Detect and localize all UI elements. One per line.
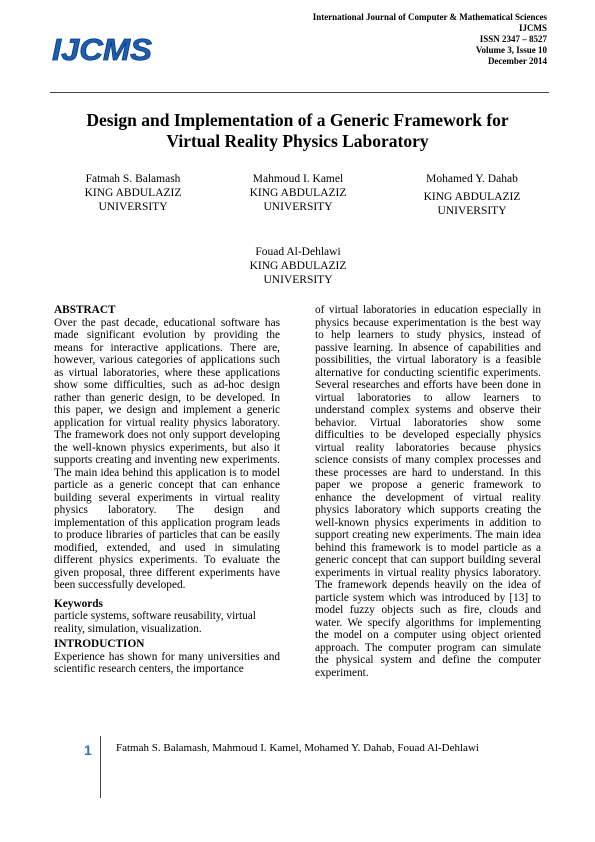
journal-date: December 2014 (487, 56, 547, 66)
footer-divider (100, 736, 101, 798)
author-affiliation: KING ABDULAZIZ (423, 191, 521, 203)
author-affiliation: UNIVERSITY (263, 274, 333, 286)
author-name: Mohamed Y. Dahab (426, 173, 518, 185)
abstract-text: Over the past decade, educational software has made significant evolution by providing the means for interactive applications. There are, however, various categories of applications such as virtual laboratories, where these applications show some difficulties, such as ad-hoc design rather than generic design, to be developed. In this paper, we design and implement a generic application for virtual reality physics laboratory. The framework does not only support developing the well-known physics experiments, but also it supports creating and inventing new experiments. The main idea behind this application is to model particle as a generic concept that can enhance building several experiments in virtual reality physics laboratory. The design and implementation of this application program leads to produce libraries of particles that can be easily modified, extended, and used in simulating different physics experiments. To evaluate the given proposal, three different experiments have been successfully developed. (54, 316, 280, 591)
author-affiliation: KING ABDULAZIZ (249, 187, 347, 199)
introduction-text: Experience has shown for many universities and scientific research centers, the importance (54, 650, 280, 675)
author-name: Fouad Al-Dehlawi (255, 246, 341, 258)
introduction-continued-text: of virtual laboratories in education especially in physics because experimentation is the best way to help learners to study physics, instead of passive learning. In absence of capabilities and possibilities, the virtual laboratory is a feasible alternative for conducting scientific experiments. Several researches and efforts have been done in virtual laboratories to allow learners to understand complex systems and observe their behavior. Virtual laboratories show some difficulties to be developed especially physics virtual reality laboratories because physics science consists of many complex processes and these processes are hard to understand. In this paper we propose a generic framework to enhance the development of virtual reality physics laboratory which supports creating the well-known physics experiments in addition to support creating new experiments. The main idea behind this framework is to model particle as a generic concept that can support building several experiments in virtual reality physics laboratory. The framework depends heavily on the idea of particle system which was introduced by [13] to model fuzzy objects such as fire, clouds and water. We specify algorithms for implementing the model on a computer using object oriented approach. The computer program can simulate the physical system and define the computer experiment. (315, 304, 541, 679)
journal-issn: ISSN 2347 – 8527 (479, 34, 547, 44)
paper-title (40, 110, 555, 152)
author-affiliation: UNIVERSITY (437, 205, 507, 217)
author-name: Mahmoud I. Kamel (252, 173, 344, 185)
author-affiliation: UNIVERSITY (263, 201, 333, 213)
author-affiliation: KING ABDULAZIZ (84, 187, 182, 199)
journal-logo (50, 30, 154, 66)
author-block (53, 172, 213, 214)
header-rule (50, 92, 549, 93)
title-line: Virtual Reality Physics Laboratory (166, 131, 429, 151)
author-affiliation: UNIVERSITY (98, 201, 168, 213)
author-name: Fatmah S. Balamash (85, 173, 181, 185)
left-column (54, 304, 280, 676)
author-block (218, 245, 378, 287)
journal-name: International Journal of Computer & Mathematical Sciences (312, 12, 547, 22)
keywords-text: particle systems, software reusability, virtual reality, simulation, visualization. (54, 610, 256, 635)
page-number: 1 (84, 742, 92, 758)
journal-abbr: IJCMS (518, 23, 547, 33)
introduction-heading: INTRODUCTION (54, 638, 145, 650)
author-affiliation: KING ABDULAZIZ (249, 260, 347, 272)
author-block (218, 172, 378, 214)
footer-authors: Fatmah S. Balamash, Mahmoud I. Kamel, Mohamed Y. Dahab, Fouad Al-Dehlawi (116, 742, 479, 754)
right-column (315, 304, 541, 679)
journal-logo-text: IJCMS (52, 32, 153, 66)
journal-header (313, 12, 547, 67)
abstract-heading: ABSTRACT (54, 304, 116, 316)
keywords-heading: Keywords (54, 597, 103, 610)
journal-volume: Volume 3, Issue 10 (475, 45, 547, 55)
author-block (392, 172, 552, 218)
title-line: Design and Implementation of a Generic Framework for (86, 110, 509, 130)
